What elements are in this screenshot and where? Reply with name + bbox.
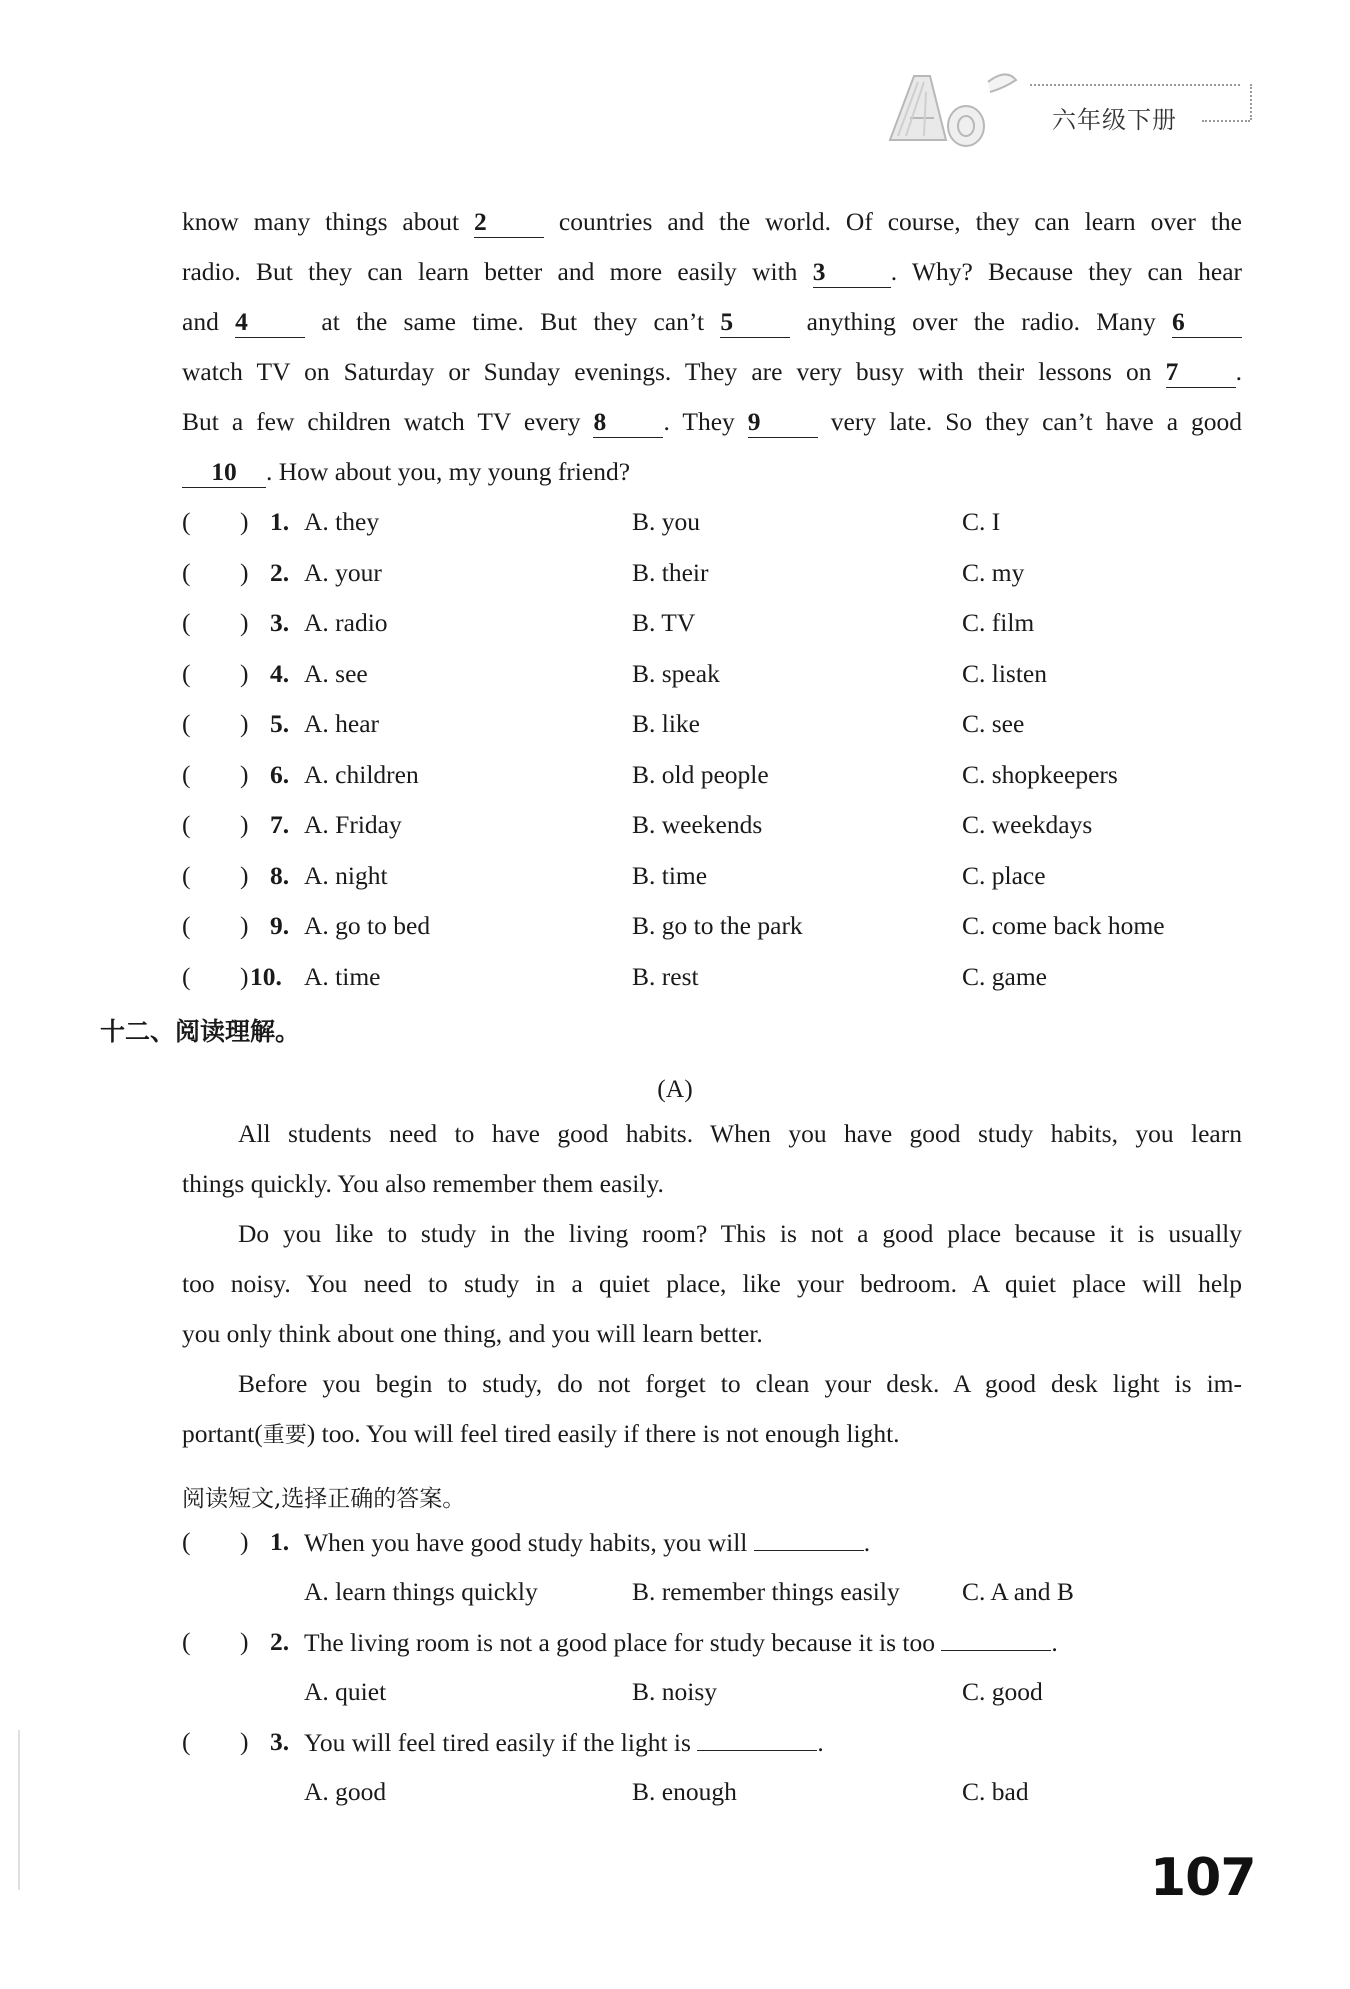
option-b: B. go to the park bbox=[632, 911, 803, 940]
passage-text: ) too. You will feel tired easily if there is not enough light. bbox=[306, 1419, 900, 1448]
option-a: A. radio bbox=[304, 608, 388, 637]
cloze-question-row bbox=[182, 805, 1242, 845]
passage-text: But a few children watch TV every bbox=[182, 407, 581, 436]
page-header bbox=[880, 62, 1260, 152]
stem-end: . bbox=[1051, 1628, 1058, 1657]
header-dotted-corner bbox=[1250, 84, 1252, 120]
question-number: 8. bbox=[270, 860, 290, 890]
cloze-blank-7: 7 bbox=[1166, 357, 1236, 388]
passage-text: countries and the world. Of course, they can learn over the bbox=[558, 207, 1242, 236]
cloze-blank-2: 2 bbox=[474, 207, 544, 238]
reading-options-row bbox=[182, 1772, 1242, 1812]
reading-options-row bbox=[182, 1572, 1242, 1612]
option-c: C. listen bbox=[962, 658, 1048, 688]
reading-question-row bbox=[182, 1522, 1242, 1562]
answer-paren-open[interactable]: ( bbox=[182, 759, 191, 789]
answer-paren-open[interactable]: ( bbox=[182, 961, 191, 991]
option-b: B. time bbox=[632, 860, 708, 890]
option-b: B. remember things easily bbox=[632, 1577, 900, 1606]
answer-paren-close: ) bbox=[240, 658, 249, 688]
passage-text: very late. So they can’t have a good bbox=[830, 407, 1243, 436]
option-b: B. you bbox=[632, 507, 701, 536]
answer-paren-open[interactable]: ( bbox=[182, 658, 191, 688]
header-dotted-line bbox=[1030, 84, 1240, 86]
option-b: B. their bbox=[632, 557, 709, 587]
passage-heading: (A) bbox=[657, 1074, 693, 1103]
reading-para-2-line-2: too noisy. You need to study in a quiet place, like your bedroom. A quiet place will help bbox=[182, 1269, 1242, 1298]
option-b: B. rest bbox=[632, 961, 699, 991]
answer-paren-close: ) bbox=[240, 608, 249, 637]
passage-text: watch TV on Saturday or Sunday evenings. They are very busy with their lessons on bbox=[182, 357, 1152, 386]
option-c: C. I bbox=[962, 507, 1001, 536]
option-c: C. A and B bbox=[962, 1577, 1074, 1606]
option-a: A. Friday bbox=[304, 810, 402, 839]
answer-paren-close: ) bbox=[240, 1627, 249, 1656]
answer-paren-close: ) bbox=[240, 961, 249, 991]
answer-paren-close: ) bbox=[240, 759, 249, 789]
answer-blank bbox=[697, 1722, 817, 1751]
answer-paren-close: ) bbox=[240, 810, 249, 839]
option-a: A. time bbox=[304, 961, 381, 991]
question-stem bbox=[304, 1622, 1058, 1663]
option-a: A. good bbox=[304, 1777, 387, 1806]
passage-line-6 bbox=[182, 452, 1242, 492]
answer-paren-close: ) bbox=[240, 1727, 249, 1756]
page-edge-shadow bbox=[18, 1730, 20, 1890]
cloze-question-row bbox=[182, 755, 1242, 795]
option-a: A. learn things quickly bbox=[304, 1577, 538, 1606]
stem-text: The living room is not a good place for study because it is too bbox=[304, 1628, 936, 1657]
passage-text: and bbox=[182, 307, 219, 336]
option-c: C. see bbox=[962, 709, 1025, 738]
answer-paren-close: ) bbox=[240, 911, 249, 940]
answer-blank bbox=[754, 1522, 864, 1551]
option-b: B. weekends bbox=[632, 810, 763, 839]
cloze-question-row bbox=[182, 502, 1242, 542]
stem-end: . bbox=[863, 1528, 871, 1557]
cloze-blank-5: 5 bbox=[720, 307, 790, 338]
option-c: C. game bbox=[962, 961, 1047, 991]
reading-para-1-line-2: things quickly. You also remember them easily. bbox=[182, 1169, 664, 1198]
answer-paren-open[interactable]: ( bbox=[182, 911, 191, 940]
passage-text: anything over the radio. Many bbox=[806, 307, 1156, 336]
answer-paren-open[interactable]: ( bbox=[182, 1627, 191, 1656]
passage-line-5 bbox=[182, 402, 1242, 442]
question-number: 4. bbox=[270, 658, 290, 688]
passage-text: . They bbox=[663, 407, 735, 436]
question-number: 2. bbox=[270, 1627, 290, 1656]
section-title: 十二、阅读理解。 bbox=[100, 1017, 301, 1046]
reading-para-2-line-3: you only think about one thing, and you will learn better. bbox=[182, 1319, 763, 1348]
answer-blank bbox=[941, 1622, 1051, 1651]
reading-para-1-line-1: All students need to have good habits. When you have good study habits, you learn bbox=[238, 1119, 1242, 1148]
reading-question-row bbox=[182, 1722, 1242, 1762]
option-c: C. weekdays bbox=[962, 810, 1093, 839]
passage-text: . Why? Because they can hear bbox=[890, 257, 1243, 286]
cloze-blank-8: 8 bbox=[593, 407, 663, 438]
passage-line-4 bbox=[182, 352, 1242, 392]
question-number: 3. bbox=[270, 608, 290, 637]
option-c: C. come back home bbox=[962, 911, 1165, 940]
passage-line-1 bbox=[182, 202, 1242, 242]
cloze-question-row bbox=[182, 957, 1242, 997]
cloze-blank-4: 4 bbox=[235, 307, 305, 338]
option-c: C. place bbox=[962, 860, 1046, 890]
option-c: C. bad bbox=[962, 1777, 1029, 1806]
answer-paren-open[interactable]: ( bbox=[182, 1527, 191, 1556]
cloze-blank-3: 3 bbox=[813, 257, 891, 288]
question-number: 5. bbox=[270, 709, 290, 738]
stem-end: . bbox=[817, 1728, 824, 1757]
cloze-question-row bbox=[182, 603, 1242, 643]
option-b: B. enough bbox=[632, 1777, 737, 1806]
option-b: B. noisy bbox=[632, 1677, 718, 1706]
option-a: A. your bbox=[304, 557, 382, 587]
abc-logo-icon bbox=[880, 62, 1030, 152]
reading-para-3-line-2 bbox=[182, 1414, 1242, 1456]
stem-text: When you have good study habits, you will bbox=[304, 1528, 748, 1557]
header-dotted-underline bbox=[1202, 120, 1250, 122]
option-b: B. TV bbox=[632, 608, 696, 637]
answer-paren-open[interactable]: ( bbox=[182, 608, 191, 637]
reading-para-3-line-1: Before you begin to study, do not forget to clean your desk. A good desk light is im- bbox=[238, 1369, 1242, 1398]
question-stem bbox=[304, 1722, 824, 1763]
passage-text: know many things about bbox=[182, 207, 460, 236]
chinese-gloss: 重要 bbox=[262, 1423, 307, 1448]
passage-text: . bbox=[1235, 357, 1243, 386]
question-number: 7. bbox=[270, 810, 290, 839]
option-a: A. children bbox=[304, 759, 419, 789]
option-a: A. they bbox=[304, 507, 380, 536]
passage-text: portant( bbox=[182, 1419, 263, 1448]
answer-paren-open[interactable]: ( bbox=[182, 860, 191, 890]
question-number: 3. bbox=[270, 1727, 290, 1756]
cloze-question-row bbox=[182, 856, 1242, 896]
question-number: 1. bbox=[270, 1527, 290, 1556]
answer-paren-close: ) bbox=[240, 1527, 249, 1556]
option-a: A. see bbox=[304, 658, 368, 688]
question-number: 1. bbox=[270, 507, 290, 536]
reading-para-2-line-1: Do you like to study in the living room? This is not a good place because it is usually bbox=[238, 1219, 1242, 1248]
option-c: C. shopkeepers bbox=[962, 759, 1118, 789]
option-c: C. my bbox=[962, 557, 1025, 587]
option-c: C. good bbox=[962, 1677, 1043, 1706]
option-b: B. like bbox=[632, 709, 700, 738]
answer-paren-close: ) bbox=[240, 709, 249, 738]
question-number: 10. bbox=[250, 961, 282, 991]
passage-line-2 bbox=[182, 252, 1242, 292]
passage-text: . How about you, my young friend? bbox=[266, 457, 631, 486]
option-c: C. film bbox=[962, 608, 1035, 637]
reading-instruction: 阅读短文,选择正确的答案。 bbox=[182, 1486, 466, 1512]
passage-text: radio. But they can learn better and more easily with bbox=[182, 257, 798, 286]
cloze-question-row bbox=[182, 906, 1242, 946]
answer-paren-close: ) bbox=[240, 557, 249, 587]
option-a: A. night bbox=[304, 860, 388, 890]
option-a: A. go to bed bbox=[304, 911, 431, 940]
question-number: 2. bbox=[270, 557, 290, 587]
cloze-question-row bbox=[182, 654, 1242, 694]
answer-paren-open[interactable]: ( bbox=[182, 557, 191, 587]
reading-question-row bbox=[182, 1622, 1242, 1662]
answer-paren-close: ) bbox=[240, 507, 249, 536]
answer-paren-open[interactable]: ( bbox=[182, 810, 191, 839]
page-number: 107 bbox=[1150, 1848, 1256, 1908]
question-stem bbox=[304, 1522, 870, 1563]
answer-paren-open[interactable]: ( bbox=[182, 709, 191, 738]
cloze-blank-10: 10 bbox=[182, 457, 266, 488]
option-b: B. old people bbox=[632, 759, 769, 789]
option-a: A. hear bbox=[304, 709, 380, 738]
cloze-blank-6: 6 bbox=[1172, 307, 1242, 338]
cloze-blank-9: 9 bbox=[748, 407, 818, 438]
option-a: A. quiet bbox=[304, 1677, 387, 1706]
answer-paren-open[interactable]: ( bbox=[182, 1727, 191, 1756]
question-number: 9. bbox=[270, 911, 290, 940]
stem-text: You will feel tired easily if the light is bbox=[304, 1728, 691, 1757]
cloze-question-row bbox=[182, 704, 1242, 744]
passage-text: at the same time. But they can’t bbox=[321, 307, 705, 336]
question-number: 6. bbox=[270, 759, 290, 789]
reading-options-row bbox=[182, 1672, 1242, 1712]
answer-paren-close: ) bbox=[240, 860, 249, 890]
answer-paren-open[interactable]: ( bbox=[182, 507, 191, 536]
option-b: B. speak bbox=[632, 658, 720, 688]
grade-label: 六年级下册 bbox=[1052, 106, 1177, 134]
passage-line-3 bbox=[182, 302, 1242, 342]
cloze-question-row bbox=[182, 553, 1242, 593]
